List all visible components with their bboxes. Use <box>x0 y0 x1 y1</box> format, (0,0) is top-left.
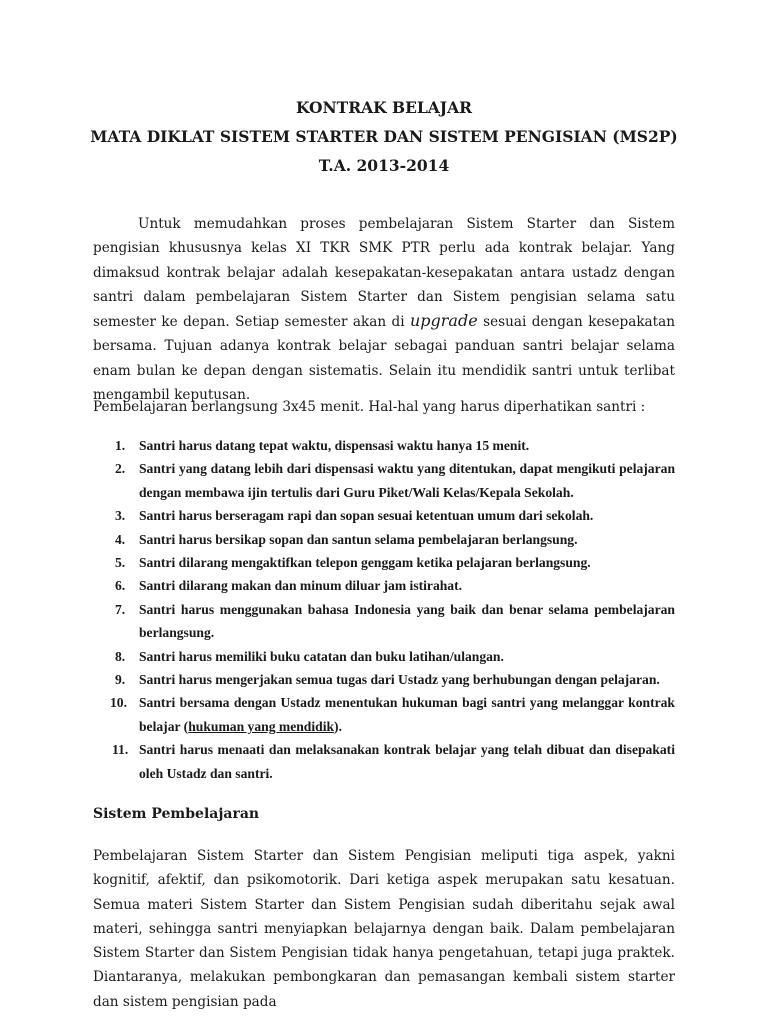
rule-item <box>93 457 675 504</box>
rule-number: 5. <box>115 555 126 571</box>
rule-number: 6. <box>115 578 126 594</box>
rule-item <box>93 434 675 457</box>
rule-text: Santri bersama dengan Ustadz menentukan hukuman bagi santri yang melanggar kontrak belajar ( <box>139 695 675 734</box>
rule-number: 9. <box>115 672 126 688</box>
rule-text: Santri harus bersikap sopan dan santun selama pembelajaran berlangsung. <box>139 531 578 547</box>
rule-item <box>93 504 675 527</box>
rule-underlined-text: hukuman yang mendidik <box>188 718 335 734</box>
rule-number: 4. <box>115 531 126 547</box>
schedule-line: Pembelajaran berlangsung 3x45 menit. Hal-hal yang harus diperhatikan santri : <box>93 399 646 415</box>
rule-item <box>93 551 675 574</box>
rule-number: 10. <box>110 695 127 711</box>
title-line-1: KONTRAK BELAJAR <box>295 98 473 117</box>
intro-paragraph-part-2: sesuai dengan kesepakatan bersama. Tujuan adanya kontrak belajar sebagai panduan santri belajar selama enam bulan ke depan dengan sistematis. Selain itu mendidik santri untuk terlibat mengambil keputusan. <box>93 314 675 404</box>
rule-item <box>93 738 675 785</box>
rule-text: Santri dilarang makan dan minum diluar jam istirahat. <box>139 578 463 594</box>
rule-text: Santri harus mengerjakan semua tugas dari Ustadz yang berhubungan dengan pelajaran. <box>139 672 660 688</box>
rule-item <box>93 668 675 691</box>
rule-item <box>93 528 675 551</box>
rule-number: 7. <box>115 601 126 617</box>
rule-text: Santri harus menaati dan melaksanakan kontrak belajar yang telah dibuat dan disepakati oleh Ustadz dan santri. <box>139 742 675 781</box>
rule-item <box>93 598 675 645</box>
rule-text-end: ). <box>334 718 342 734</box>
system-paragraph: Pembelajaran Sistem Starter dan Sistem Pengisian meliputi tiga aspek, yakni kognitif, afektif, dan psikomotorik. Dari ketiga aspek merupakan satu kesatuan. Semua materi Sistem Starter dan Sistem Pengisian sudah diberitahu sejak awal materi, sehingga santri menyiapkan belajarnya dengan baik. Dalam pembelajaran Sistem Starter dan Sistem Pengisian tidak hanya pengetahuan, tetapi juga praktek. Diantaranya, melakukan pembongkaran dan pemasangan kembali sistem starter dan sistem pengisian pada <box>93 848 675 1010</box>
title-line-2: MATA DIKLAT SISTEM STARTER DAN SISTEM PENGISIAN (MS2P) <box>90 127 678 146</box>
rule-item <box>93 691 675 738</box>
rule-text: Santri harus datang tepat waktu, dispensasi waktu hanya 15 menit. <box>139 438 530 453</box>
title-line-3: T.A. 2013-2014 <box>318 156 450 175</box>
rule-text: Santri harus menggunakan bahasa Indonesia yang baik dan benar selama pembelajaran berlangsung. <box>139 601 675 641</box>
rule-item <box>93 574 675 597</box>
rule-text: Santri dilarang mengaktifkan telepon genggam ketika pelajaran berlangsung. <box>139 555 591 571</box>
rule-item <box>93 645 675 668</box>
rule-number: 3. <box>115 508 126 524</box>
rule-number: 11. <box>112 742 129 758</box>
rules-list <box>93 434 675 785</box>
intro-paragraph-part-1: Untuk memudahkan proses pembelajaran Sistem Starter dan Sistem pengisian khususnya kelas XI TKR SMK PTR perlu ada kontrak belajar. Yang dimaksud kontrak belajar adalah kesepakatan-kesepakatan antara ustadz dengan santri dalam pembelajaran Sistem Starter dan Sistem pengisian selama satu semester ke depan. Setiap semester akan di <box>93 216 675 331</box>
upgrade-emphasis: upgrade <box>409 311 478 331</box>
rule-text: Santri yang datang lebih dari dispensasi waktu yang ditentukan, dapat mengikuti pelajaran dengan membawa ijin tertulis dari Guru Piket/Wali Kelas/Kepala Sekolah. <box>139 461 675 500</box>
rule-number: 1. <box>115 438 126 453</box>
rule-text: Santri harus berseragam rapi dan sopan sesuai ketentuan umum dari sekolah. <box>139 508 594 524</box>
section-heading: Sistem Pembelajaran <box>93 806 260 822</box>
rule-number: 8. <box>115 648 126 664</box>
rule-text: Santri harus memiliki buku catatan dan buku latihan/ulangan. <box>139 648 504 664</box>
document-title-block <box>0 93 768 180</box>
intro-paragraph <box>93 212 675 407</box>
rule-number: 2. <box>115 461 126 477</box>
